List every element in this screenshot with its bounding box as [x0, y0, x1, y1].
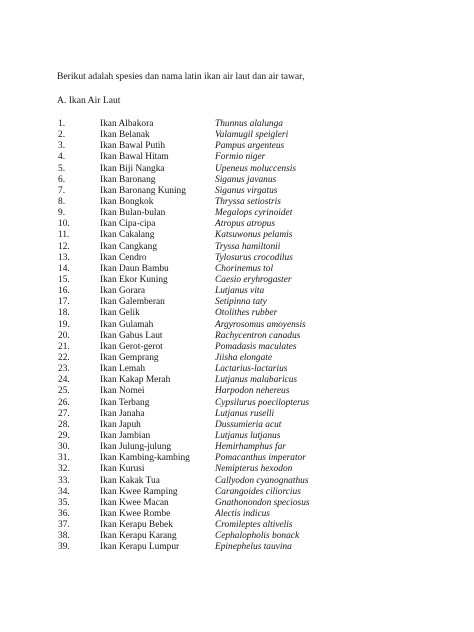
fish-row: [0, 420, 474, 431]
intro-text: Berikut adalah spesies dan nama latin ikan air laut dan air tawar,: [57, 71, 305, 82]
fish-latin-name: Callyodon cyanognathus: [215, 475, 309, 486]
fish-number: 15.: [58, 274, 70, 285]
fish-row: [0, 409, 474, 420]
fish-latin-name: Caesio eryhrogaster: [215, 274, 292, 285]
fish-latin-name: Gnathonondon speciosus: [215, 497, 310, 508]
fish-row: [0, 353, 474, 364]
fish-number: 25.: [58, 386, 70, 397]
fish-latin-name: Siganus virgatus: [215, 185, 278, 196]
fish-latin-name: Jiisha elongate: [215, 352, 273, 363]
fish-row: [0, 464, 474, 475]
fish-latin-name: Tryssa hamiltonii: [215, 241, 281, 252]
fish-number: 24.: [58, 375, 70, 386]
fish-number: 2.: [58, 130, 66, 141]
fish-number: 30.: [58, 442, 70, 453]
fish-number: 16.: [58, 286, 70, 297]
fish-number: 1.: [58, 119, 66, 129]
fish-latin-name: Epinephelus tauvina: [215, 542, 292, 553]
fish-row: [0, 442, 474, 453]
fish-common-name: Ikan Albakora: [100, 119, 154, 129]
fish-latin-name: Argyrosomus amoyensis: [215, 319, 306, 330]
fish-row: [0, 398, 474, 409]
fish-common-name: Ikan Gulamah: [100, 319, 154, 330]
fish-number: 17.: [58, 297, 70, 308]
fish-row: [0, 197, 474, 208]
fish-row: [0, 498, 474, 509]
fish-common-name: Ikan Bawal Putih: [100, 141, 166, 152]
fish-row: [0, 275, 474, 286]
fish-row: [0, 164, 474, 175]
fish-latin-name: Tylosurus crocodilus: [215, 252, 293, 263]
fish-number: 11.: [58, 230, 70, 241]
fish-common-name: Ikan Julung-julung: [100, 442, 172, 453]
fish-number: 19.: [58, 319, 70, 330]
fish-common-name: Ikan Kambing-kambing: [100, 453, 190, 464]
fish-row: [0, 386, 474, 397]
fish-row: [0, 208, 474, 219]
fish-latin-name: Cephalopholis bonack: [215, 531, 300, 542]
fish-row: [0, 286, 474, 297]
fish-latin-name: Pomacanthus imperator: [215, 453, 306, 464]
fish-latin-name: Dussumieria acut: [215, 419, 282, 430]
fish-number: 28.: [58, 419, 70, 430]
fish-common-name: Ikan Bawal Hitam: [100, 152, 169, 163]
fish-common-name: Ikan Gabus Laut: [100, 330, 163, 341]
fish-number: 10.: [58, 219, 70, 230]
fish-list: [0, 119, 474, 553]
fish-latin-name: Atropus atropus: [215, 219, 275, 230]
fish-common-name: Ikan Kerapu Karang: [100, 531, 177, 542]
fish-common-name: Ikan Kakap Merah: [100, 375, 171, 386]
fish-latin-name: Lutjanus lutjanus: [215, 430, 281, 441]
fish-latin-name: Setipinna taty: [215, 297, 267, 308]
fish-common-name: Ikan Bongkok: [100, 196, 154, 207]
fish-common-name: Ikan Bulan-bulan: [100, 208, 166, 219]
fish-number: 37.: [58, 520, 70, 531]
fish-latin-name: Cromileptes altivelis: [215, 520, 293, 531]
fish-row: [0, 175, 474, 186]
fish-number: 35.: [58, 497, 70, 508]
fish-row: [0, 542, 474, 553]
fish-latin-name: Lutjanus malabaricus: [215, 375, 298, 386]
fish-number: 32.: [58, 464, 70, 475]
fish-latin-name: Cypsilurus poecilopterus: [215, 397, 310, 408]
fish-row: [0, 253, 474, 264]
fish-row: [0, 487, 474, 498]
fish-common-name: Ikan Belanak: [100, 130, 150, 141]
fish-latin-name: Nemipterus hexodon: [215, 464, 293, 475]
fish-row: [0, 520, 474, 531]
fish-latin-name: Thunnus alalunga: [215, 119, 283, 129]
fish-row: [0, 342, 474, 353]
fish-latin-name: Harpodon nehereus: [215, 386, 290, 397]
fish-latin-name: Otolithes rubber: [215, 308, 278, 319]
fish-common-name: Ikan Japuh: [100, 419, 141, 430]
fish-common-name: Ikan Daun Bambu: [100, 263, 169, 274]
fish-common-name: Ikan Janaha: [100, 408, 145, 419]
fish-common-name: Ikan Gelik: [100, 308, 140, 319]
fish-row: [0, 453, 474, 464]
fish-latin-name: Carangoides ciliorcius: [215, 486, 301, 497]
fish-row: [0, 331, 474, 342]
fish-common-name: Ikan Cipa-cipa: [100, 219, 156, 230]
fish-row: [0, 531, 474, 542]
fish-latin-name: Pomadasis maculates: [215, 341, 297, 352]
fish-latin-name: Lutjanus ruselli: [215, 408, 275, 419]
fish-number: 34.: [58, 486, 70, 497]
fish-row: [0, 242, 474, 253]
fish-row: [0, 119, 474, 130]
fish-common-name: Ikan Kurusi: [100, 464, 145, 475]
section-title: A. Ikan Air Laut: [57, 95, 121, 106]
fish-latin-name: Hemirhamphus far: [215, 442, 286, 453]
fish-number: 18.: [58, 308, 70, 319]
fish-latin-name: Megalops cyrinoidet: [215, 208, 293, 219]
fish-latin-name: Thryssa setiostris: [215, 196, 281, 207]
fish-latin-name: Upeneus moluccensis: [215, 163, 296, 174]
fish-number: 23.: [58, 364, 70, 375]
fish-row: [0, 186, 474, 197]
fish-number: 27.: [58, 408, 70, 419]
fish-row: [0, 141, 474, 152]
fish-number: 14.: [58, 263, 70, 274]
fish-number: 12.: [58, 241, 70, 252]
fish-number: 21.: [58, 341, 70, 352]
fish-number: 7.: [58, 185, 66, 196]
fish-row: [0, 364, 474, 375]
fish-common-name: Ikan Jambian: [100, 430, 151, 441]
fish-number: 31.: [58, 453, 70, 464]
fish-latin-name: Valamugil speigleri: [215, 130, 289, 141]
fish-common-name: Ikan Kwee Ramping: [100, 486, 178, 497]
fish-common-name: Ikan Kwee Rombe: [100, 508, 171, 519]
fish-number: 6.: [58, 174, 66, 185]
fish-number: 22.: [58, 352, 70, 363]
fish-latin-name: Lutjanus vita: [215, 286, 265, 297]
fish-common-name: Ikan Gerot-gerot: [100, 341, 163, 352]
fish-latin-name: Formio niger: [215, 152, 266, 163]
fish-common-name: Ikan Baronang Kuning: [100, 185, 186, 196]
fish-common-name: Ikan Cakalang: [100, 230, 155, 241]
fish-common-name: Ikan Gemprang: [100, 352, 159, 363]
fish-common-name: Ikan Baronang: [100, 174, 156, 185]
fish-common-name: Ikan Biji Nangka: [100, 163, 165, 174]
fish-number: 4.: [58, 152, 66, 163]
fish-common-name: Ikan Galemberan: [100, 297, 165, 308]
fish-row: [0, 308, 474, 319]
fish-common-name: Ikan Kakak Tua: [100, 475, 160, 486]
fish-number: 36.: [58, 508, 70, 519]
fish-common-name: Ikan Kwee Macan: [100, 497, 169, 508]
fish-row: [0, 431, 474, 442]
fish-number: 20.: [58, 330, 70, 341]
fish-common-name: Ikan Cendro: [100, 252, 147, 263]
fish-common-name: Ikan Cangkang: [100, 241, 158, 252]
fish-number: 13.: [58, 252, 70, 263]
fish-row: [0, 130, 474, 141]
fish-common-name: Ikan Kerapu Lumpur: [100, 542, 180, 553]
fish-row: [0, 375, 474, 386]
fish-common-name: Ikan Lemah: [100, 364, 146, 375]
fish-row: [0, 320, 474, 331]
fish-number: 3.: [58, 141, 66, 152]
fish-row: [0, 476, 474, 487]
fish-number: 39.: [58, 542, 70, 553]
fish-latin-name: Alectis indicus: [215, 508, 270, 519]
fish-common-name: Ikan Kerapu Bebek: [100, 520, 173, 531]
fish-latin-name: Siganus javanus: [215, 174, 277, 185]
fish-common-name: Ikan Gorara: [100, 286, 146, 297]
fish-latin-name: Rachycentron canadus: [215, 330, 301, 341]
fish-latin-name: Lactarius-lactarius: [215, 364, 288, 375]
fish-row: [0, 152, 474, 163]
fish-number: 26.: [58, 397, 70, 408]
fish-latin-name: Chorinemus tol: [215, 263, 274, 274]
fish-number: 8.: [58, 196, 66, 207]
fish-number: 5.: [58, 163, 66, 174]
fish-common-name: Ikan Terbang: [100, 397, 150, 408]
fish-number: 38.: [58, 531, 70, 542]
fish-row: [0, 230, 474, 241]
fish-latin-name: Pampus argenteus: [215, 141, 285, 152]
fish-common-name: Ikan Nomei: [100, 386, 145, 397]
fish-number: 9.: [58, 208, 66, 219]
fish-row: [0, 509, 474, 520]
fish-common-name: Ikan Ekor Kuning: [100, 274, 168, 285]
fish-latin-name: Katsuwonus pelamis: [215, 230, 293, 241]
fish-number: 29.: [58, 430, 70, 441]
fish-row: [0, 219, 474, 230]
fish-number: 33.: [58, 475, 70, 486]
fish-row: [0, 297, 474, 308]
fish-row: [0, 264, 474, 275]
